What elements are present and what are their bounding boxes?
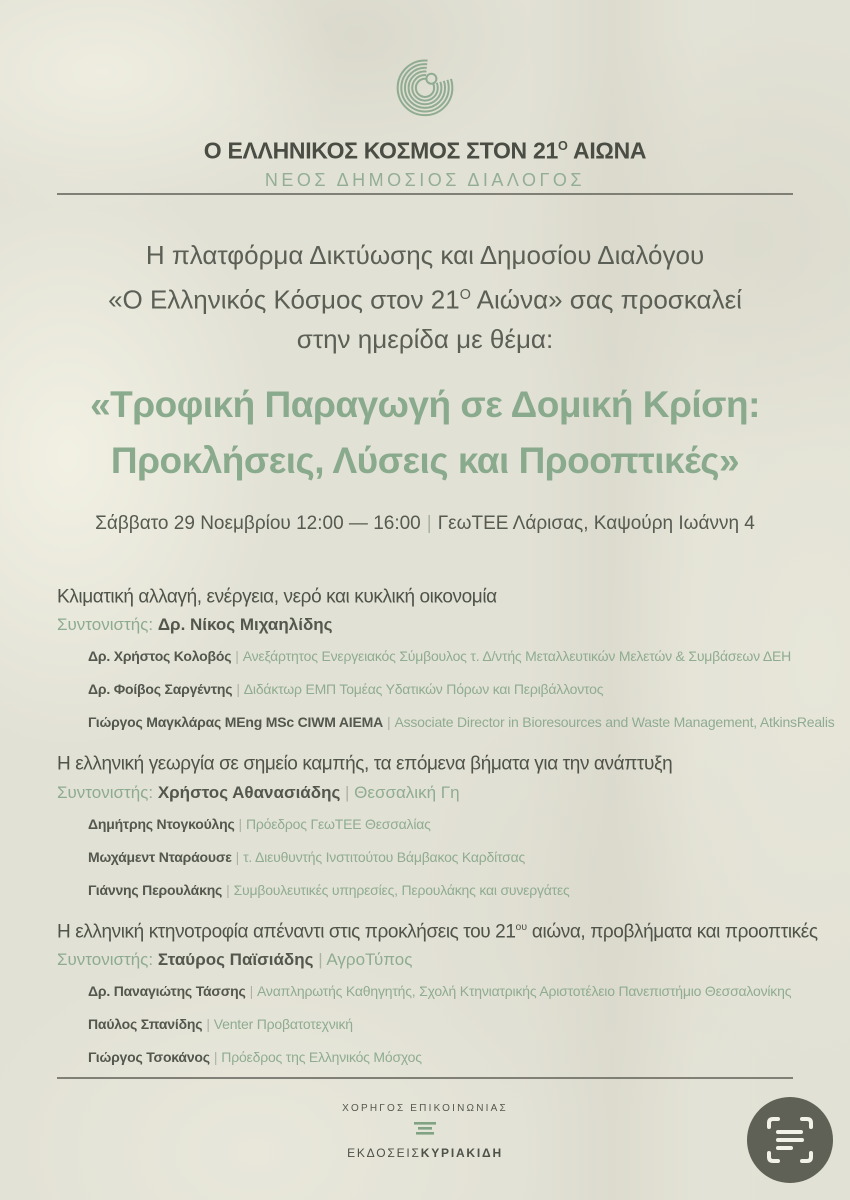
invitation-text <box>40 235 810 360</box>
speaker-item <box>88 1049 800 1066</box>
series-title-text: Ο ΕΛΛΗΝΙΚΟΣ ΚΟΣΜΟΣ ΣΤΟΝ 21 <box>203 137 558 164</box>
speaker-list <box>57 648 835 731</box>
event-title-line-2: Προκλήσεις, Λύσεις και Προοπτικές» <box>110 440 740 482</box>
event-title-line-1: «Τροφική Παραγωγή σε Δομική Κρίση: <box>90 384 760 426</box>
separator-pipe: | <box>226 881 230 898</box>
speaker-role: Πρόεδρος της Ελληνικός Μόσχος <box>221 1048 422 1065</box>
speaker-role: Ανεξάρτητος Ενεργειακός Σύμβουλος τ. Δ/ντής Μεταλλευτικών Μελετών & Συμβάσεων ΔΕΗ <box>242 648 792 665</box>
series-title-text-end: ΑΙΩΝΑ <box>567 137 647 164</box>
poster-header <box>0 0 850 191</box>
heading-superscript: ου <box>515 921 528 933</box>
speaker-item <box>88 648 800 665</box>
separator-pipe: | <box>236 681 240 698</box>
section-heading: Η ελληνική γεωργία σε σημείο καμπής, τα επόμενα βήματα για την ανάπτυξη <box>57 753 673 775</box>
speaker-item <box>88 983 800 1000</box>
speaker-role: Πρόεδρος ΓεωΤΕΕ Θεσσαλίας <box>245 815 431 832</box>
section-livestock <box>57 915 818 1066</box>
series-title-superscript: Ο <box>557 139 568 153</box>
invitation-line-3: στην ημερίδα με θέμα: <box>296 324 554 355</box>
publisher-logo <box>0 1122 850 1140</box>
moderator-org: Θεσσαλική Γη <box>354 782 460 802</box>
speaker-name: Δημήτρης Ντογκούλης <box>88 815 235 832</box>
speaker-item <box>88 882 800 899</box>
speaker-list <box>57 983 800 1066</box>
moderator-label: Συντονιστής: <box>57 615 154 635</box>
separator-pipe: | <box>213 1048 218 1065</box>
sponsor-footer <box>0 1103 850 1160</box>
speaker-item <box>88 816 800 833</box>
separator-pipe: | <box>345 782 355 802</box>
publisher-name: ΕΚΔΟΣΕΙΣΚΥΡΙΑΚΙΔΗ <box>347 1146 503 1160</box>
invitation-line-2: «Ο Ελληνικός Κόσμος στον $21^O$ Αιώνα» σας προσκαλεί <box>108 284 742 315</box>
series-title <box>0 132 850 165</box>
speaker-name: Δρ. Φοίβος Σαργέντης <box>88 681 233 698</box>
speaker-name: Γιάννης Περουλάκης <box>88 881 223 898</box>
moderator-name: Δρ. Νίκος Μιχαηλίδης <box>157 615 333 635</box>
moderator-label: Συντονιστής: <box>57 949 154 969</box>
event-location: ΓεωΤΕΕ Λάρισας, Καψούρη Ιωάννη 4 <box>437 513 755 535</box>
moderator-name: Σταύρος Παϊσιάδης <box>157 949 314 969</box>
moderator-line <box>57 949 800 971</box>
event-datetime-location <box>0 511 850 537</box>
event-datetime: Σάββατο 29 Νοεμβρίου 12:00 — 16:00 <box>95 513 421 535</box>
moderator-org: ΑγροΤύπος <box>326 949 413 969</box>
speaker-role: Venter Προβατοτεχνική <box>213 1015 353 1032</box>
speaker-item <box>88 681 800 698</box>
bottom-divider <box>57 1077 793 1079</box>
speaker-name: Δρ. Χρήστος Κολοβός <box>88 648 232 665</box>
speaker-role: Associate Director in Bioresources and Waste Management, AtkinsRealis <box>394 714 835 731</box>
speaker-list <box>57 816 800 899</box>
speaker-item <box>88 714 835 731</box>
speaker-name: Παύλος Σπανίδης <box>88 1015 203 1032</box>
speaker-name: Γιώργος Μαγκλάρας MEng MSc CIWM AIEMA <box>88 714 383 731</box>
speaker-item <box>88 849 800 866</box>
moderator-line <box>57 782 800 804</box>
separator-pipe: | <box>238 815 242 832</box>
intro-superscript: Ο <box>459 286 471 303</box>
spiral-arcs-logo-icon <box>393 55 457 117</box>
program-sections <box>57 580 835 1082</box>
speaker-role: Συμβουλευτικές υπηρεσίες, Περουλάκης και συνεργάτες <box>233 881 570 898</box>
meta-separator: | <box>426 513 432 535</box>
moderator-name: Χρήστος Αθανασιάδης <box>157 782 341 802</box>
separator-pipe: | <box>206 1015 210 1032</box>
separator-pipe: | <box>249 982 254 999</box>
scan-badge <box>747 1097 833 1183</box>
section-climate-energy <box>57 580 835 731</box>
event-title <box>20 377 830 489</box>
separator-pipe: | <box>318 949 327 969</box>
section-agriculture <box>57 747 800 898</box>
top-divider <box>57 193 793 195</box>
speaker-item <box>88 1016 800 1033</box>
moderator-org-wrap <box>318 950 412 969</box>
speaker-role: Διδάκτωρ ΕΜΠ Τομέας Υδατικών Πόρων και Περιβάλλοντος <box>243 681 604 698</box>
speaker-role: Αναπληρωτής Καθηγητής, Σχολή Κτηνιατρικής Αριστοτέλειο Πανεπιστήμιο Θεσσαλονίκης <box>257 982 792 999</box>
moderator-org-wrap <box>345 783 460 802</box>
separator-pipe: | <box>235 848 240 865</box>
moderator-label: Συντονιστής: <box>57 782 154 802</box>
speaker-role: τ. Διευθυντής Ινστιτούτου Βάμβακος Καρδίτσας <box>243 848 526 865</box>
speaker-name: Δρ. Παναγιώτης Τάσσης <box>88 982 246 999</box>
separator-pipe: | <box>387 714 391 731</box>
series-subtitle: ΝΕΟΣ ΔΗΜΟΣΙΟΣ ΔΙΑΛΟΓΟΣ <box>264 169 586 190</box>
speaker-name: Γιώργος Τσοκάνος <box>88 1048 210 1065</box>
section-heading: Κλιματική αλλαγή, ενέργεια, νερό και κυκλική οικονομία <box>57 586 497 608</box>
document-scan-icon <box>747 1097 833 1183</box>
moderator-line <box>57 614 800 636</box>
invitation-line-1: Η πλατφόρμα Δικτύωσης και Δημοσίου Διαλόγου <box>145 239 705 270</box>
speaker-name: Μωχάμεντ Νταράουσε <box>88 848 232 865</box>
section-heading: Η ελληνική κτηνοτροφία απέναντι στις προκλήσεις του $21^{o\upsilon}$ αιώνα, προβλήματα και προοπτικές <box>57 920 818 942</box>
xi-bars-icon <box>413 1122 437 1135</box>
sponsor-label: ΧΟΡΗΓΟΣ ΕΠΙΚΟΙΝΩΝΙΑΣ <box>342 1103 508 1114</box>
separator-pipe: | <box>235 648 239 665</box>
